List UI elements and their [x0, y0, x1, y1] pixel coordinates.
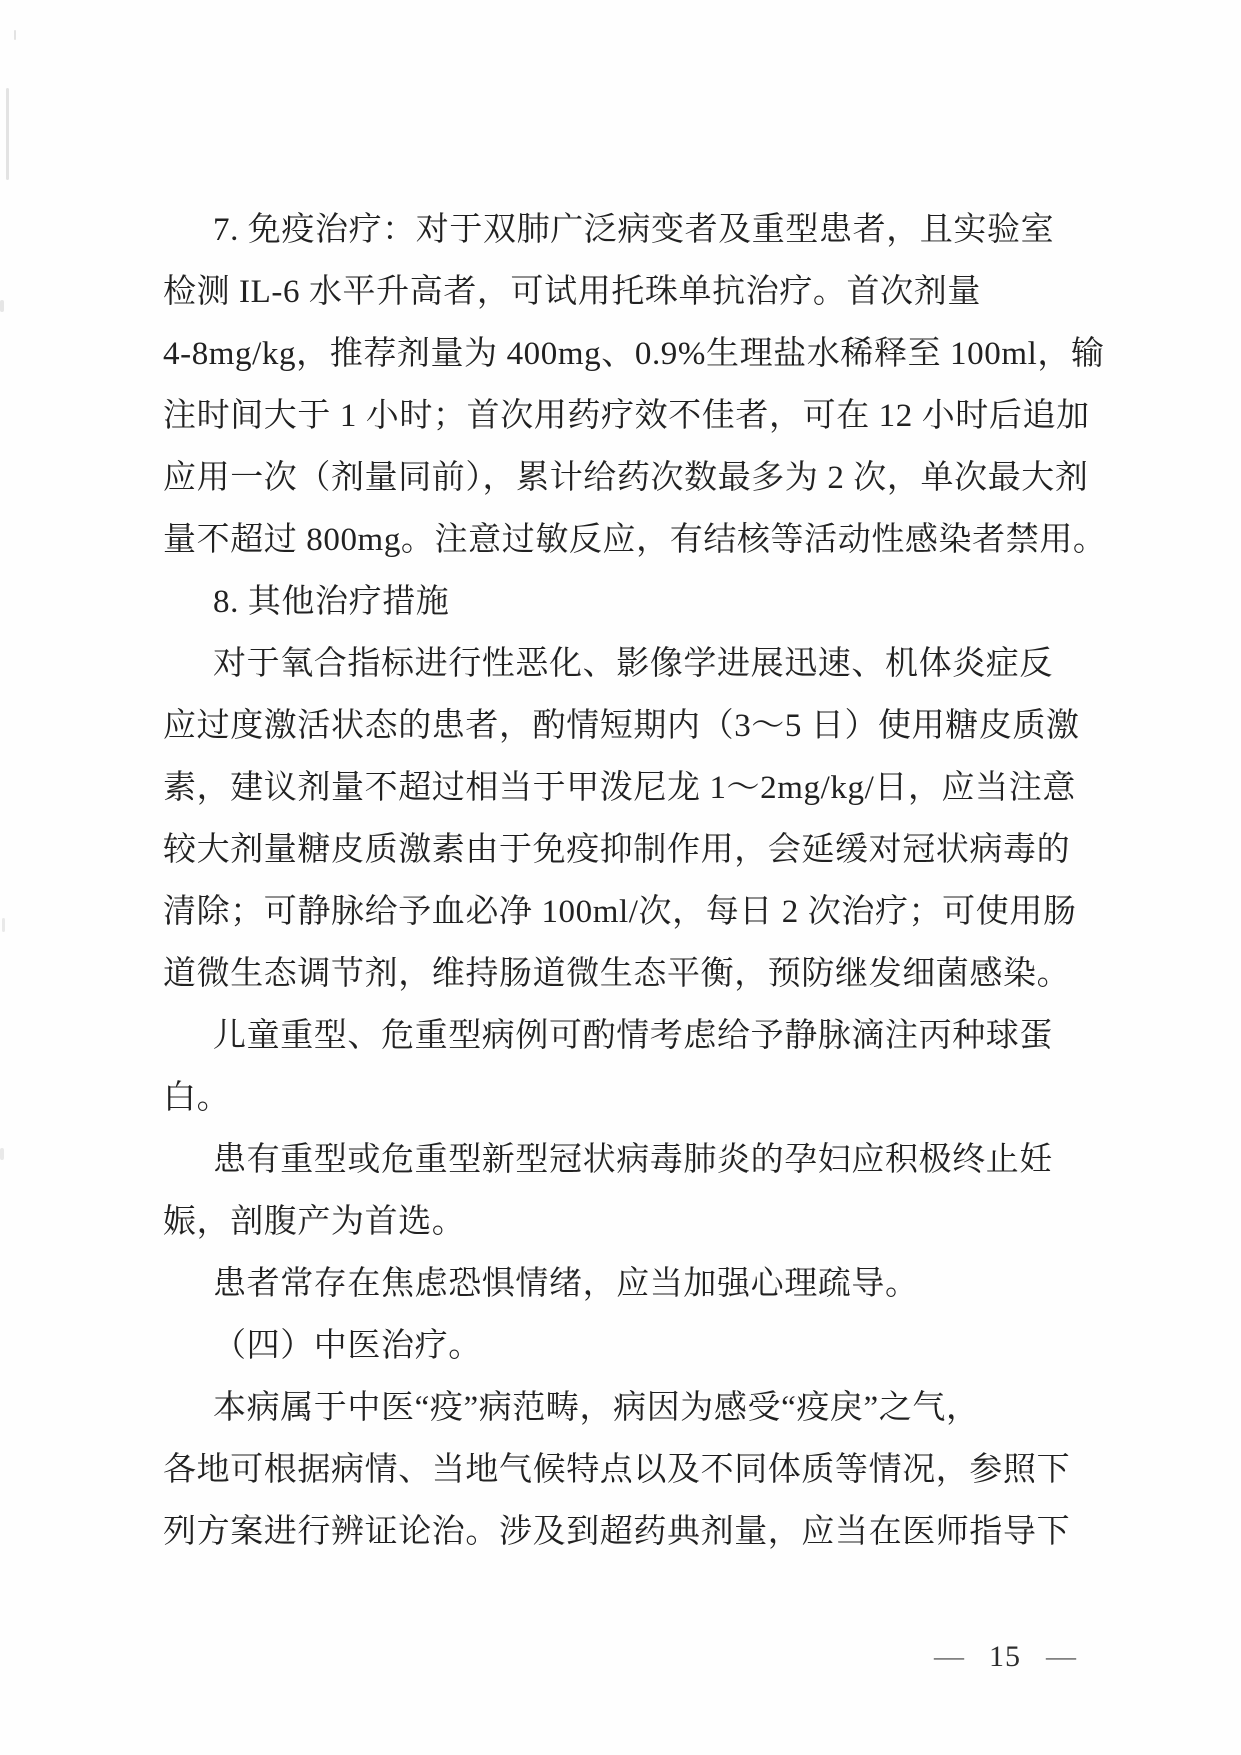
- text-line: 素，建议剂量不超过相当于甲泼尼龙 1～2mg/kg/日，应当注意: [163, 770, 1076, 806]
- text-line: 儿童重型、危重型病例可酌情考虑给予静脉滴注丙种球蛋: [213, 1018, 1053, 1054]
- text-line: 应用一次（剂量同前），累计给药次数最多为 2 次，单次最大剂: [163, 460, 1089, 496]
- document-lines: [163, 199, 1107, 1563]
- text-line: 注时间大于 1 小时；首次用药疗效不佳者，可在 12 小时后追加: [163, 398, 1090, 434]
- text-line: 娠，剖腹产为首选。: [163, 1204, 466, 1240]
- text-line: 8. 其他治疗措施: [213, 584, 450, 620]
- text-line: 7. 免疫治疗：对于双肺广泛病变者及重型患者，且实验室: [213, 212, 1055, 248]
- scan-artifact: [6, 88, 9, 180]
- scan-artifact: [0, 1148, 4, 1160]
- text-line: （四）中医治疗。: [213, 1328, 482, 1364]
- text-line: 较大剂量糖皮质激素由于免疫抑制作用，会延缓对冠状病毒的: [163, 832, 1071, 868]
- text-line: 本病属于中医“疫”病范畴，病因为感受“疫戾”之气，: [213, 1390, 980, 1426]
- text-line: 患有重型或危重型新型冠状病毒肺炎的孕妇应积极终止妊: [213, 1142, 1053, 1178]
- text-line: 道微生态调节剂，维持肠道微生态平衡，预防继发细菌感染。: [163, 956, 1071, 992]
- text-line: 白。: [163, 1080, 231, 1116]
- page-footer: [934, 1640, 1076, 1674]
- text-line: 患者常存在焦虑恐惧情绪，应当加强心理疏导。: [213, 1266, 919, 1302]
- text-line: 清除；可静脉给予血必净 100ml/次，每日 2 次治疗；可使用肠: [163, 894, 1077, 930]
- text-line: 对于氧合指标进行性恶化、影像学进展迅速、机体炎症反: [213, 646, 1053, 682]
- scan-artifact: [2, 918, 5, 932]
- footer-right-dash: —: [1046, 1644, 1076, 1669]
- scan-artifact: [14, 30, 16, 40]
- text-line: 列方案进行辨证论治。涉及到超药典剂量，应当在医师指导下: [163, 1514, 1071, 1550]
- footer-left-dash: —: [934, 1644, 964, 1669]
- text-line: 检测 IL-6 水平升高者，可试用托珠单抗治疗。首次剂量: [163, 274, 981, 310]
- text-line: 4-8mg/kg，推荐剂量为 400mg、0.9%生理盐水稀释至 100ml，输: [163, 336, 1105, 372]
- text-line: 各地可根据病情、当地气候特点以及不同体质等情况，参照下: [163, 1452, 1071, 1488]
- scan-artifact: [0, 300, 4, 312]
- page-number: 15: [989, 1640, 1021, 1673]
- text-line: 量不超过 800mg。注意过敏反应，有结核等活动性感染者禁用。: [163, 522, 1107, 558]
- text-line: 应过度激活状态的患者，酌情短期内（3～5 日）使用糖皮质激: [163, 708, 1080, 744]
